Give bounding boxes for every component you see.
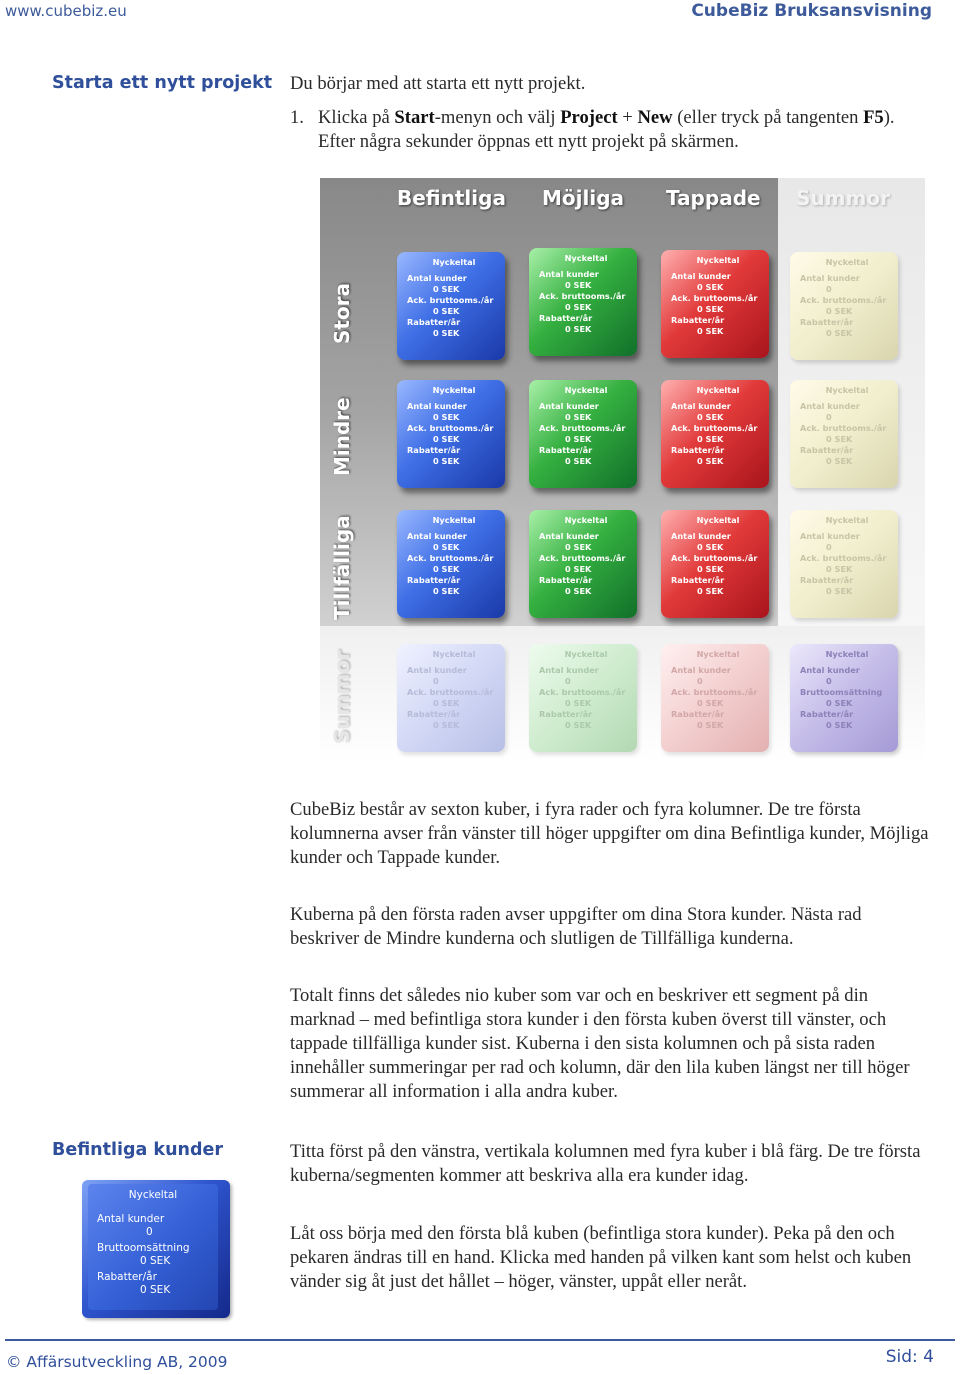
cube-tappade-tillfalliga[interactable]: Nyckeltal Antal kunder 0 SEK Ack. bruttooms./år 0 SEK Rabatter/år 0 SEK [661,510,769,618]
section-heading-new-project: Starta ett nytt projekt [52,73,273,93]
intro-paragraph: Du börjar med att starta ett nytt projekt. [290,73,586,94]
step-new: New [637,107,673,128]
step-text: -menyn och välj [434,107,561,128]
paragraph-rows: Kuberna på den första raden avser uppgifter om dina Stora kunder. Nästa rad beskriver de Mindre kunderna och slutligen de Tillfälliga kunderna. [290,904,862,949]
cube-title: Nyckeltal [128,1189,178,1201]
cube-value-bruttoomsattning: 0 SEK [140,1255,171,1267]
cube-tappade-stora[interactable]: Nyckeltal Antal kunder 0 SEK Ack. bruttooms./år 0 SEK Rabatter/år 0 SEK [661,250,769,358]
step-project: Project [560,107,618,128]
cube-summa-tillfalliga[interactable]: Nyckeltal Antal kunder 0 Ack. bruttooms./år 0 SEK Rabatter/år 0 SEK [790,510,898,618]
row-label-mindre: Mindre [330,397,354,476]
row-label-summor: Summor [330,650,354,744]
step-1 [290,106,930,154]
cube-mojliga-stora[interactable]: Nyckeltal Antal kunder 0 SEK Ack. bruttooms./år 0 SEK Rabatter/år 0 SEK [529,248,637,356]
paragraph-first-cube: Låt oss börja med den första blå kuben (befintliga stora kunder). Peka på den och pekaren ändras till en hand. Klicka med handen på vilken kant som helst och kuben vänder sig åt just det hållet – höger, vänster, uppåt eller neråt. [290,1223,912,1292]
cube-summa-stora[interactable]: Nyckeltal Antal kunder 0 Ack. bruttooms./år 0 SEK Rabatter/år 0 SEK [790,252,898,360]
description-paragraphs [290,798,930,1104]
cube-label-rabatter: Rabatter/år [97,1271,157,1283]
step-text: ). Efter några sekunder öppnas ett nytt projekt på skärmen. [318,107,895,152]
column-label-summor: Summor [796,186,890,210]
column-label-befintliga: Befintliga [397,186,506,210]
header-url[interactable]: www.cubebiz.eu [5,2,127,20]
cube-tappade-mindre[interactable]: Nyckeltal Antal kunder 0 SEK Ack. bruttooms./år 0 SEK Rabatter/år 0 SEK [661,380,769,488]
step-text: (eller tryck på tangenten [672,107,864,128]
column-label-mojliga: Möjliga [542,186,625,210]
cube-mojliga-mindre[interactable]: Nyckeltal Antal kunder 0 SEK Ack. bruttooms./år 0 SEK Rabatter/år 0 SEK [529,380,637,488]
step-f5-key: F5 [863,107,884,128]
paragraph-blue-column: Titta först på den vänstra, vertikala kolumnen med fyra kuber i blå färg. De tre första kuberna/segmenten kommer att beskriva alla era kunder idag. [290,1141,921,1186]
blue-cube-image [82,1180,230,1318]
cube-label-antal-kunder: Antal kunder [97,1213,165,1225]
cube-befintliga-stora[interactable]: Nyckeltal Antal kunder 0 SEK Ack. bruttooms./år 0 SEK Rabatter/år 0 SEK [397,252,505,360]
step-text: Klicka på [318,107,395,128]
footer-divider [5,1339,955,1341]
section-new-project-text [290,72,930,154]
cube-summa-befintliga[interactable]: Nyckeltal Antal kunder 0 Ack. bruttooms./år 0 SEK Rabatter/år 0 SEK [397,644,505,752]
step-start-menu: Start [394,107,435,128]
blue-cube-face [88,1184,218,1310]
section-befintliga-text [290,1140,930,1294]
paragraph-total: Totalt finns det således nio kuber som var och en beskriver ett segment på din marknad – med befintliga stora kunder i den första kuben överst till vänster, och tappade tillfälliga kunder sist. Kuberna i den sista kolumnen och på sista raden innehåller summeringar per rad och kolumn, där den lila kuben längst ner till höger summerar all information i alla andra kuber. [290,985,910,1102]
cube-befintliga-mindre[interactable]: Nyckeltal Antal kunder 0 SEK Ack. bruttooms./år 0 SEK Rabatter/år 0 SEK [397,380,505,488]
cube-label-bruttoomsattning: Bruttoomsättning [97,1242,190,1254]
cube-value-rabatter: 0 SEK [140,1284,171,1296]
section-heading-befintliga-kunder: Befintliga kunder [52,1140,224,1160]
page-number: Sid: 4 [885,1347,934,1367]
document-title: CubeBiz Bruksansvisning [691,1,932,21]
row-label-stora: Stora [330,282,354,344]
step-text: + [617,107,638,128]
cube-befintliga-tillfalliga[interactable]: Nyckeltal Antal kunder 0 SEK Ack. bruttooms./år 0 SEK Rabatter/år 0 SEK [397,510,505,618]
cube-value-antal-kunder: 0 [146,1226,153,1238]
row-label-tillfalliga: Tillfälliga [330,515,354,620]
footer-copyright: © Affärsutveckling AB, 2009 [6,1353,228,1371]
cubebiz-screenshot [320,178,925,762]
cube-summa-mindre[interactable]: Nyckeltal Antal kunder 0 Ack. bruttooms./år 0 SEK Rabatter/år 0 SEK [790,380,898,488]
cube-mojliga-tillfalliga[interactable]: Nyckeltal Antal kunder 0 SEK Ack. bruttooms./år 0 SEK Rabatter/år 0 SEK [529,510,637,618]
paragraph-columns: CubeBiz består av sexton kuber, i fyra rader och fyra kolumner. De tre första kolumnerna avser från vänster till höger uppgifter om dina Befintliga kunder, Möjliga kunder och Tappade kunder. [290,799,929,868]
cube-summa-tappade[interactable]: Nyckeltal Antal kunder 0 Ack. bruttooms./år 0 SEK Rabatter/år 0 SEK [661,644,769,752]
cube-summa-totalt[interactable]: Nyckeltal Antal kunder 0 Bruttoomsättning 0 SEK Rabatter/år 0 SEK [790,644,898,752]
column-label-tappade: Tappade [666,186,761,210]
cube-summa-mojliga[interactable]: Nyckeltal Antal kunder 0 Ack. bruttooms./år 0 SEK Rabatter/år 0 SEK [529,644,637,752]
step-number: 1. [290,107,304,128]
